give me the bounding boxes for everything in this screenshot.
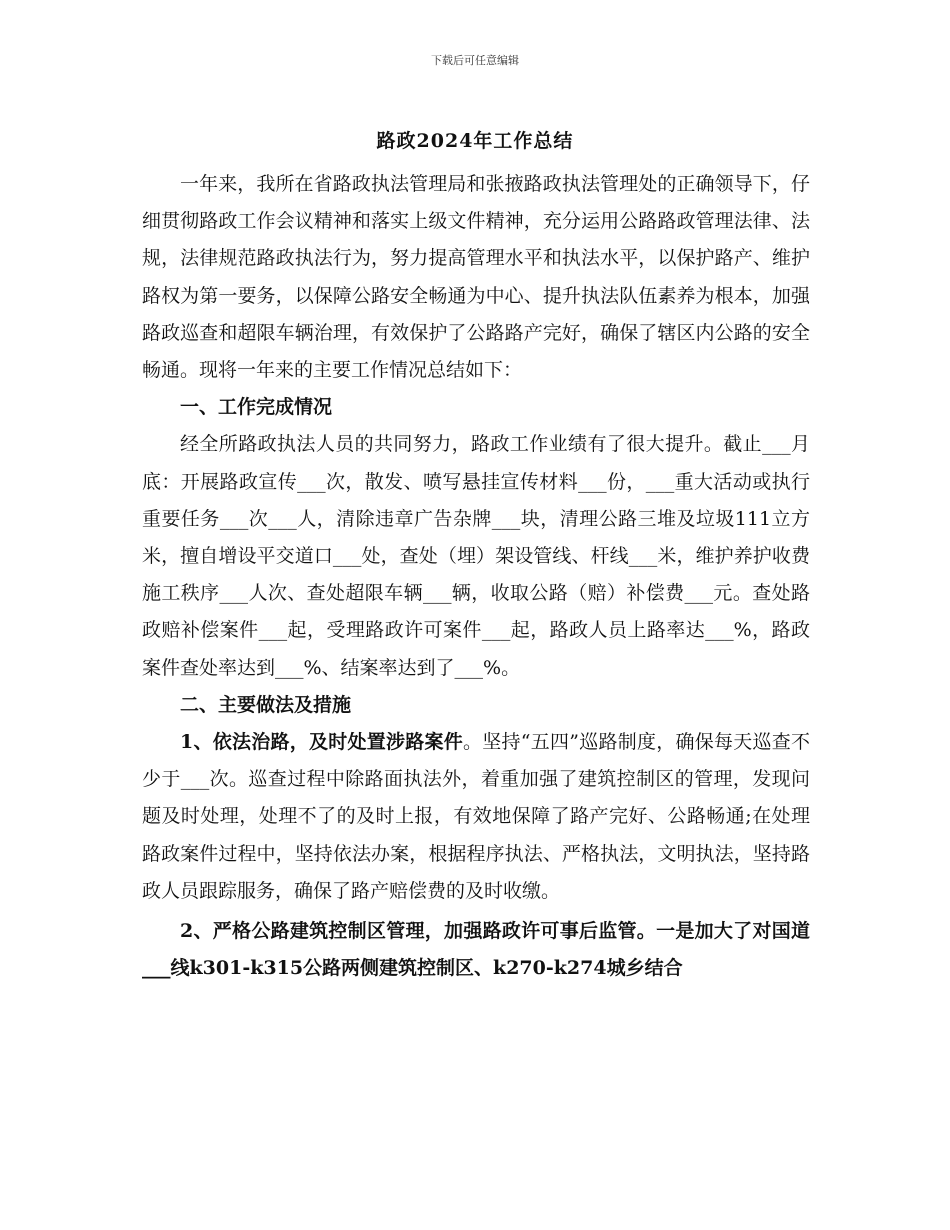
intro-paragraph: 一年来，我所在省路政执法管理局和张掖路政执法管理处的正确领导下，仔细贯彻路政工作会议精神和落实上级文件精神，充分运用公路路政管理法律、法规，法律规范路政执法行为，努力提高管理水平和执法水平，以保护路产、维护路权为第一要务，以保障公路安全畅通为中心、提升执法队伍素养为根本，加强路政巡查和超限车辆治理，有效保护了公路路产完好，确保了辖区内公路的安全畅通。现将一年来的主要工作情况总结如下： bbox=[142, 173, 810, 382]
item1-lead: 1、依法治路，及时处置涉路案件 bbox=[180, 731, 464, 754]
page-header: 下载后可任意编辑 bbox=[431, 54, 519, 67]
section-heading-2: 二、主要做法及措施 bbox=[180, 693, 352, 716]
document-title: 路政2024年工作总结 bbox=[376, 130, 574, 152]
document-body bbox=[142, 166, 810, 987]
item2-paragraph: 2、严格公路建筑控制区管理，加强路政许可事后监管。一是加大了对国道___线k301-k315公路两侧建筑控制区、k270-k274城乡结合 bbox=[142, 920, 810, 980]
item1-text: 。坚持“五四”巡路制度，确保每天巡查不少于___次。巡查过程中除路面执法外，着重加强了建筑控制区的管理，发现问题及时处理，处理不了的及时上报，有效地保障了路产完好、公路畅通;在处理路政案件过程中，坚持依法办案，根据程序执法、严格执法，文明执法，坚持路政人员跟踪服务，确保了路产赔偿费的及时收缴。 bbox=[142, 731, 810, 902]
section-heading-1: 一、工作完成情况 bbox=[180, 396, 333, 419]
item1-paragraph bbox=[142, 724, 810, 910]
section1-paragraph: 经全所路政执法人员的共同努力，路政工作业绩有了很大提升。截止___月底：开展路政宣传___次，散发、喷写悬挂宣传材料___份，___重大活动或执行重要任务___次___人，清除违章广告杂牌___块，清理公路三堆及垃圾111立方米，擅自增设平交道口___处，查处（埋）架设管线、杆线___米，维护养护收费施工秩序___人次、查处超限车辆___辆，收取公路（赔）补偿费___元。查处路政赔补偿案件___起，受理路政许可案件___起，路政人员上路率达___%，路政案件查处率达到___%、结案率达到了___%。 bbox=[142, 433, 810, 679]
